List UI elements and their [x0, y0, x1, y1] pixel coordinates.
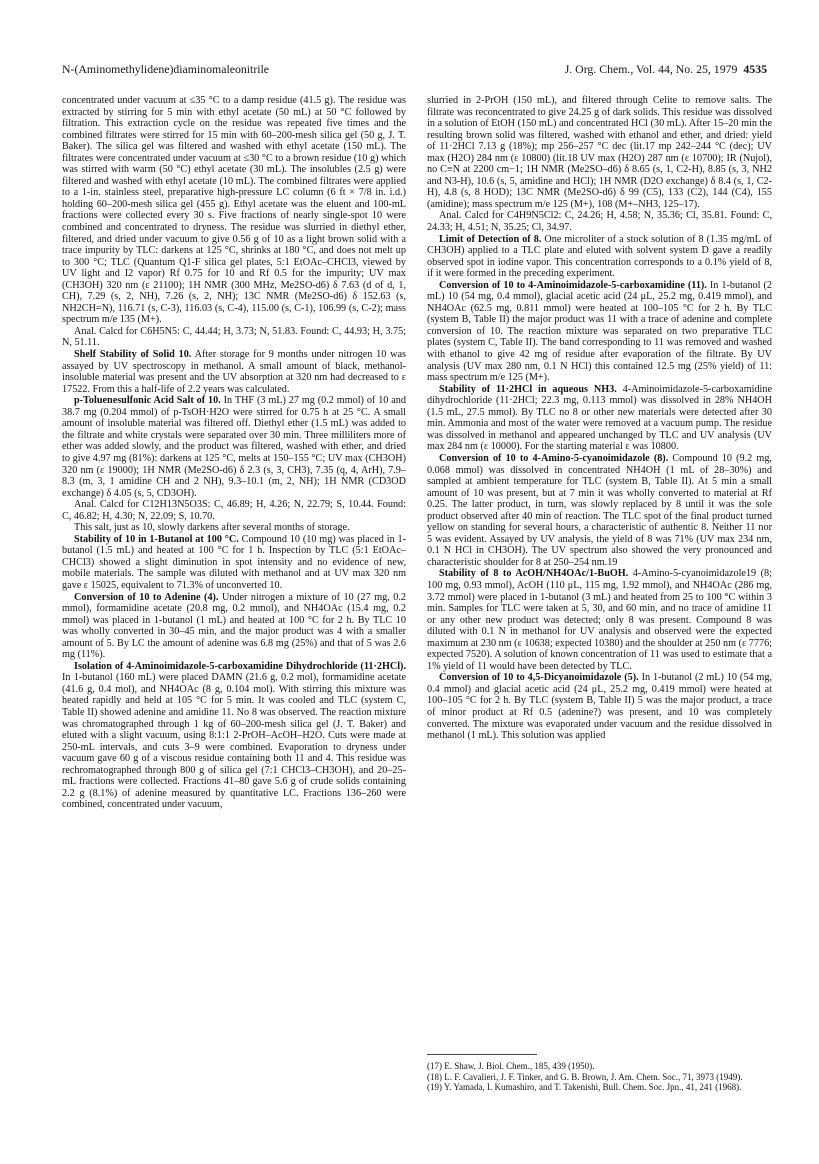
paragraph-text: 4-Aminoimidazole-5-carboxamidine dihydrochloride (11·2HCl; 22.3 mg, 0.113 mmol) was dissolved in 28% NH4OH (1.5 mL, 27.5 mmol). By TLC no 8 or other new materials were detected after 30 min. Ammonia and most of the water were removed at a vacuum pump. The residue was dissolved in methanol and appeared unchanged by TLC and UV analysis (UV max 284 nm (ε 10000). For the starting material ε was 10800.: [427, 383, 772, 453]
paragraph-text: slurried in 2-PrOH (150 mL), and filtered through Celite to remove salts. The filtrate was reconcentrated to give 24.25 g of dark solids. This residue was dissolved in a solution of EtOH (150 mL) and concentrated HCl (30 mL). After 15–20 min the resulting brown solid was filtered, washed with ethanol and ether, and dried: yield of 11·2HCl 7.13 g (18%); mp 256–257 °C dec (lit.17 mp 242–244 °C (dec); UV max (H2O) 284 nm (ε 10800) (lit.18 UV max (H2O) 287 nm (ε 10700); IR (Nujol), no C≡N at 2200 cm−1; 1H NMR (Me2SO–d6) δ 8.65 (s, 1, C2-H), 8.85 (s, 3, NH2 and N3-H), 10.6 (s, 5, amidine and HCl); 1H NMR (D2O exchange) δ 8.4 (s, 1, C2-H), 4.8 (s, 8 HOD); 13C NMR (Me2SO-d6) δ 99 (C5), 133 (C2), 144 (C4), 155 (amidine); mass spectrum m/e 125 (M+), 108 (M+–NH3, 125–17).: [427, 95, 772, 210]
paragraph: [427, 672, 772, 741]
section-heading: Stability of 8 to AcOH/NH4OAc/1-BuOH.: [439, 568, 629, 580]
reference-entry: (18) L. F. Cavalieri, J. F. Tinker, and G. B. Brown, J. Am. Chem. Soc., 71, 3973 (1949).: [427, 1071, 743, 1082]
journal-citation: [565, 62, 767, 77]
paragraph-text: Anal. Calcd for C6H5N5: C, 44.44; H, 3.73; N, 51.83. Found: C, 44.93; H, 3.75; N, 51.11.: [62, 325, 406, 349]
footnote-divider: [427, 1054, 537, 1055]
paragraph-text: Compound 10 (10 mg) was placed in 1-butanol (1.5 mL) and heated at 100 °C for 1 h. Inspection by TLC (5:1 EtOAc–CHCl3) showed a slight diminution in spot intensity and no evidence of new, mobile materials. The sample was diluted with methanol and at UV max 320 nm gave ε 15025, equivalent to 71.3% of unconverted 10.: [62, 533, 407, 591]
paragraph: [62, 522, 406, 534]
paragraph: [427, 280, 772, 384]
paragraph: [427, 453, 772, 568]
paragraph-text: In 1-butanol (2 mL) 10 (54 mg, 0.4 mmol), glacial acetic acid (24 μL, 25.2 mg, 0.419 mmol), and NH4OAc (62.5 mg, 0.811 mmol) were heated at 100–105 °C for 2 h. By TLC (system B, Table II) the major product was 11 with a trace of adenine and complete conversion of 10. The reaction mixture was separated on two preparative TLC plates (system C, Table II). The band corresponding to 11 was removed and washed with ethanol to give 42 mg of residue after evaporation of the filtrate. By UV analysis (UV max 280 nm, 0.1 N HCl) this contained 12.5 mg (25% yield) of 11: mass spectrum m/e 125 (M+).: [427, 279, 772, 384]
section-heading: Conversion of 10 to 4,5-Dicyanoimidazole (5).: [439, 672, 639, 684]
paragraph-text: In THF (3 mL) 27 mg (0.2 mmol) of 10 and 38.7 mg (0.204 mmol) of p-TsOH·H2O were stirred for 0.75 h at 25 °C. A small amount of insoluble material was filtered off. Diethyl ether (1.5 mL) was added to the filtrate and white crystals were separated over 30 min. Three milliliters more of ether was added slowly, and the product was filtered, washed with ether, and dried to give 4.97 mg (81%): darkens at 125 °C, melts at 150–155 °C; UV max (CH3OH) 320 nm (ε 19000); 1H NMR (Me2SO-d6) δ 2.3 (s, 3, CH3), 7.35 (q, 4, ArH), 7.9–8.3 (m, 3, 1 amidine CH and 2 NH), 9.3–10.1 (m, 2, NH); 1H NMR (CD3OD exchange) δ 4.05 (s, 5, CD3OH).: [62, 395, 406, 499]
reference-entry: (19) Y. Yamada, I. Kumashiro, and T. Takenishi, Bull. Chem. Soc. Jpn., 41, 241 (1968).: [427, 1082, 742, 1093]
paragraph-text: Under nitrogen a mixture of 10 (27 mg, 0.2 mmol), formamidine acetate (20.8 mg, 0.2 mmol), and NH4OAc (15.4 mg, 0.2 mmol) was placed in 1-butanol (1 mL) and heated at 100 °C for 2 h. By TLC 10 was wholly converted in 30–45 min, and the major product was 4 with a smaller amount of 5. By LC the amount of adenine was 6.8 mg (25%) and that of 5 was 2.6 mg (11%).: [62, 591, 407, 661]
paragraph: [62, 395, 406, 499]
paragraph-text: Compound 10 (9.2 mg, 0.068 mmol) was dissolved in concentrated NH4OH (1 mL of 28–30%) and sampled at ambient temperature for TLC (system B, Table II). At 5 min a small amount of 10 was present, but at 7 min it was wholly converted to material at Rf 0.25. The latter product, in turn, was slowly replaced by 8 until it was the sole product observed after 40 min of reaction. The TLC spot of the final product turned yellow on standing for several hours, a characteristic of authentic 8. Neither 11 nor 5 was evident. Assayed by UV analysis, the yield of 8 was 71% (UV max 234 nm, 0.1 N HCl in CH3OH). The UV spectrum also showed the very pronounced and characteristic shoulder for 8 at 250–254 nm.19: [427, 452, 772, 568]
reference-entry: (17) E. Shaw, J. Biol. Chem., 185, 439 (1950).: [427, 1061, 595, 1071]
paragraph: [427, 234, 772, 280]
paragraph: [427, 210, 772, 233]
paragraph: [427, 568, 772, 672]
section-heading: Isolation of 4-Aminoimidazole-5-carboxamidine Dihydrochloride (11·2HCl).: [74, 660, 406, 672]
section-heading: Conversion of 10 to 4-Aminoimidazole-5-carboxamidine (11).: [439, 279, 707, 291]
right-column: [427, 95, 772, 742]
paragraph: [427, 384, 772, 453]
paragraph: [62, 326, 406, 349]
paragraph: [62, 499, 406, 522]
references-footnotes: [427, 1054, 772, 1093]
section-heading: Stability of 10 in 1-Butanol at 100 °C.: [74, 533, 239, 545]
paragraph-text: concentrated under vacuum at ≤35 °C to a damp residue (41.5 g). The residue was extracted by stirring for 5 min with ethyl acetate (50 mL) at 50 °C followed by filtration. This extraction cycle on the residue was repeated five times and the combined filtrates were stirred for 15 min with 60–200-mesh silica gel (50 g, J. T. Baker). The silica gel was filtered and washed with ethyl acetate (150 mL). The filtrates were concentrated under vacuum at ≤30 °C to a brown residue (10 g) which was stirred with warm (50 °C) ethyl acetate (30 mL). The insolubles (2.5 g) were filtered and washed with ethyl acetate (10 mL). The combined filtrates were applied to a 1-in. stainless steel, preparative high-pressure LC column (6 ft × 7/8 in. i.d.) holding 60–200-mesh silica gel (455 g). Ethyl acetate was the eluent and 100-mL fractions were collected every 30 s. Five fractions of nearly single-spot 10 were combined and concentrated to dryness. The residue was slurried in diethyl ether, filtered, and dried under vacuum to give 0.56 g of 10 as a light brown solid with a trace impurity by TLC: darkens at 125 °C, shrinks at 180 °C, and does not melt up to 300 °C; TLC (Quantum Q1-F silica gel plates, 5:1 EtOAc–CHCl3, viewed by UV light and I2 vapor) Rf 0.75 for 10 and Rf 0.5 for the impurity; UV max (CH3OH) 320 nm (ε 21100); 1H NMR (300 MHz, Me2SO-d6) δ 7.63 (d of d, 1, CH), 7.29 (s, 2, NH), 7.26 (s, 2, NH); 13C NMR (Me2SO-d6) δ 152.63 (s, NH2CH=N), 116.71 (s, C-3), 116.03 (s, C-4), 115.00 (s, C-1), 106.99 (s, C-2); mass spectrum m/e 135 (M+).: [62, 95, 406, 326]
paragraph-text: After storage for 9 months under nitrogen 10 was assayed by UV spectroscopy in methanol. A small amount of black, methanol-insoluble material was present and the UV absorption at 320 nm had decreased to ε 17522. From this a half-life of 2.2 years was calculated.: [62, 349, 406, 395]
paragraph: [62, 349, 406, 395]
section-heading: Conversion of 10 to Adenine (4).: [74, 591, 219, 603]
paragraph-text: In 1-butanol (160 mL) were placed DAMN (21.6 g, 0.2 mol), formamidine acetate (41.6 g, 0.4 mol), and NH4OAc (8 g, 0.104 mol). With stirring this mixture was heated rapidly and held at 105 °C for 5 min. It was cooled and TLC (system C, Table II) showed adenine and amidine 11. No 8 was observed. The reaction mixture was chromatographed through 1 kg of 60–200-mesh silica gel (J. T. Baker) and eluted with a slight vacuum, using 8:1:1 2-PrOH–AcOH–H2O. Cuts were made at 250-mL intervals, and cuts 3–9 were combined. Evaporation to dryness under vacuum gave 60 g of a viscous residue containing both 11 and 4. This residue was rechromatographed through 800 g of silica gel (7:1 CHCl3–CH3OH), and 20–25-mL fractions were collected. Fractions 41–80 gave 5.6 g of crude solids containing 2.2 g (8.1%) of adenine measured by quantitative LC. Fractions 136–260 were combined, concentrated under vacuum,: [62, 672, 406, 811]
left-column: [62, 95, 406, 811]
section-heading: Limit of Detection of 8.: [439, 233, 542, 245]
paragraph-text: 4-Amino-5-cyanoimidazole19 (8; 100 mg, 0.93 mmol), AcOH (110 μL, 115 mg, 1.92 mmol), and NH4OAc (286 mg, 3.72 mmol) were placed in 1-butanol (3 mL) and heated from 25 to 100 °C within 3 min. Samples for TLC were taken at 5, 30, and 60 min, and no trace of amidine 11 or any other new product was detected; only 8 was present. Compound 8 was diluted with 0.1 N in methanol for UV analysis and observed were the expected maximum at 230 nm (ε 10638; expected 10380) and the shoulder at 250 nm (ε 7776; expected 7520). A solution of known concentration of 11 was used to estimate that a 1% yield of 11 would have been detected by TLC.: [427, 568, 772, 672]
paragraph: [62, 534, 406, 592]
paragraph-text: Anal. Calcd for C12H13N5O3S: C, 46.89; H, 4.26; N, 22.79; S, 10.44. Found: C, 46.82; H, 4.30; N, 22.09; S, 10.70.: [62, 499, 406, 522]
paragraph: [62, 661, 406, 811]
section-heading: Conversion of 10 to 4-Amino-5-cyanoimidazole (8).: [439, 452, 669, 464]
paragraph-text: One microliter of a stock solution of 8 (1.35 mg/mL of CH3OH) applied to a TLC plate and eluted with solvent system D gave a readily observed spot in iodine vapor. This concentration corresponds to a 0.1% yield of 8, if it were formed in the preceding experiment.: [427, 233, 772, 280]
section-heading: p-Toluenesulfonic Acid Salt of 10.: [74, 395, 221, 407]
journal-name: J. Org. Chem., Vol. 44, No. 25, 1979: [564, 62, 738, 76]
paragraph: [427, 95, 772, 210]
running-title: N-(Aminomethylidene)diaminomaleonitrile: [62, 62, 270, 76]
paragraph-text: This salt, just as 10, slowly darkens after several months of storage.: [74, 522, 350, 534]
page-number: 4535: [743, 62, 767, 76]
paragraph: [62, 95, 406, 326]
section-heading: Shelf Stability of Solid 10.: [74, 349, 192, 361]
running-header: [62, 62, 767, 80]
paragraph: [62, 592, 406, 661]
paragraph-text: Anal. Calcd for C4H9N5Cl2: C, 24.26; H, 4.58; N, 35.36; Cl, 35.81. Found: C, 24.33; H, 4.51; N, 35.25; Cl, 34.97.: [427, 210, 772, 234]
section-heading: Stability of 11·2HCl in aqueous NH3.: [439, 383, 617, 395]
paragraph-text: In 1-butanol (2 mL) 10 (54 mg, 0.4 mmol) and glacial acetic acid (24 μL, 25.2 mg, 0.419 mmol) were heated at 100–105 °C for 2 h. By TLC (system B, Table II) 5 was the major product, a trace of minor product at Rf 0.5 (adenine?) was present, and 10 was completely converted. The mixture was evaporated under vacuum and the residue dissolved in methanol (1 mL). This solution was applied: [427, 672, 772, 742]
